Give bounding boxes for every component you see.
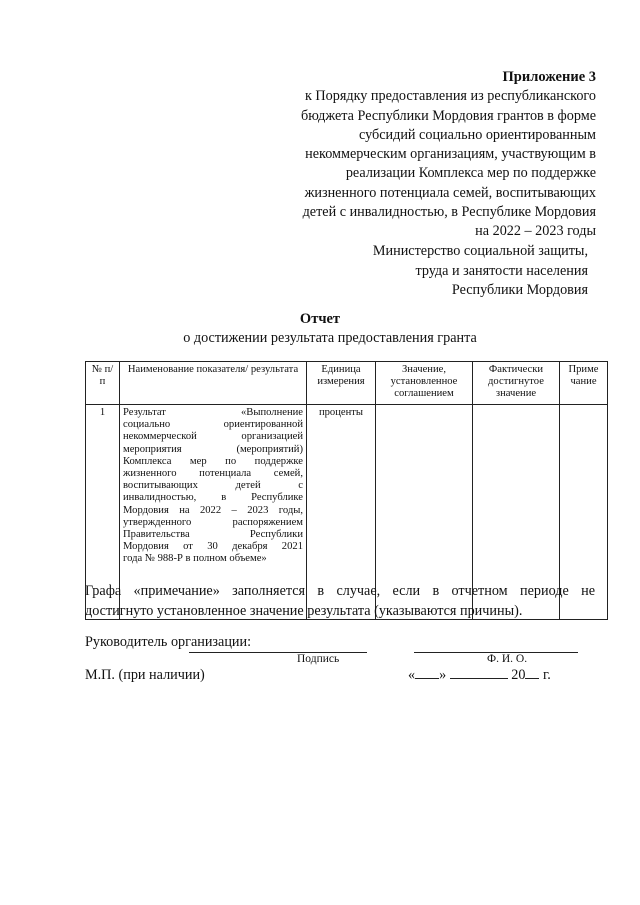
header-actual-value: Фактически достигнутое значение [473, 362, 560, 405]
year-blank [525, 678, 539, 679]
result-line: года № 988-Р в полном объеме» [123, 553, 267, 565]
result-line: мероприятия (мероприятий) [123, 443, 303, 455]
report-title: Отчет [299, 311, 341, 327]
month-blank [450, 678, 508, 679]
appendix-line: субсидий социально ориентированным [358, 126, 596, 143]
appendix-line: детей с инвалидностью, в Республике Мордовия [302, 204, 596, 221]
appendix-block [236, 68, 596, 242]
note-line: Графа «примечание» заполняется в случае, если в отчетном периоде не [85, 583, 595, 599]
year-suffix: г. [543, 667, 551, 683]
appendix-line: на 2022 – 2023 годы [475, 223, 596, 240]
appendix-title: Приложение 3 [502, 69, 596, 85]
header-planned-value: Значение, установленное соглашением [376, 362, 473, 405]
date-close-quote: » [439, 667, 447, 683]
result-line: социально ориентированной [123, 419, 303, 431]
full-name-caption: Ф. И. О. [487, 653, 528, 665]
day-blank [415, 678, 439, 679]
result-line: инвалидностью, в Республике [123, 492, 303, 504]
appendix-line: бюджета Республики Мордовия грантов в форме [301, 107, 596, 124]
header-note: Приме чание [560, 362, 608, 405]
table-header-row [86, 362, 608, 405]
report-subtitle: о достижении результата предоставления гранта [183, 330, 477, 346]
result-line: Результат «Выполнение [123, 407, 303, 418]
signature-row [85, 634, 605, 651]
date-field [408, 667, 551, 684]
seal-label: М.П. (при наличии) [85, 667, 205, 683]
appendix-line: к Порядку предоставления из республиканского [304, 88, 596, 105]
row-unit: проценты [307, 405, 376, 620]
addressee-line: труда и занятости населения [415, 262, 588, 279]
note-paragraph [85, 582, 595, 621]
date-open-quote: « [408, 667, 416, 683]
header-unit: Единица измерения [307, 362, 376, 405]
signature-line [189, 652, 367, 653]
result-line: Мордовия от 30 декабря 2021 [123, 541, 303, 553]
addressee-block [288, 242, 588, 301]
note-line: достигнуто установленное значение результата (указываются причины). [85, 602, 523, 619]
result-line: утвержденного распоряжением [123, 516, 303, 528]
appendix-line: жизненного потенциала семей, воспитывающих [304, 184, 596, 201]
header-indicator: Наименование показателя/ результата [120, 362, 307, 405]
result-line: воспитывающих детей с [123, 480, 303, 492]
result-line: Комплекса мер по поддержке [123, 455, 303, 467]
signature-caption: Подпись [297, 653, 340, 665]
year-prefix: 20 [511, 667, 526, 683]
head-label: Руководитель организации: [85, 634, 252, 650]
addressee-line: Республики Мордовия [451, 282, 588, 298]
row-number: 1 [86, 405, 120, 620]
result-line: жизненного потенциала семей, [123, 468, 303, 480]
header-number: № п/п [86, 362, 120, 405]
result-line: Правительства Республики [123, 529, 303, 541]
addressee-line: Министерство социальной защиты, [372, 243, 588, 259]
result-line: Мордовия на 2022 – 2023 годы, [123, 504, 303, 516]
appendix-line: некоммерческим организациям, участвующим в [305, 146, 596, 163]
result-line: некоммерческой организацией [123, 431, 303, 443]
appendix-line: реализации Комплекса мер по поддержке [345, 165, 596, 182]
